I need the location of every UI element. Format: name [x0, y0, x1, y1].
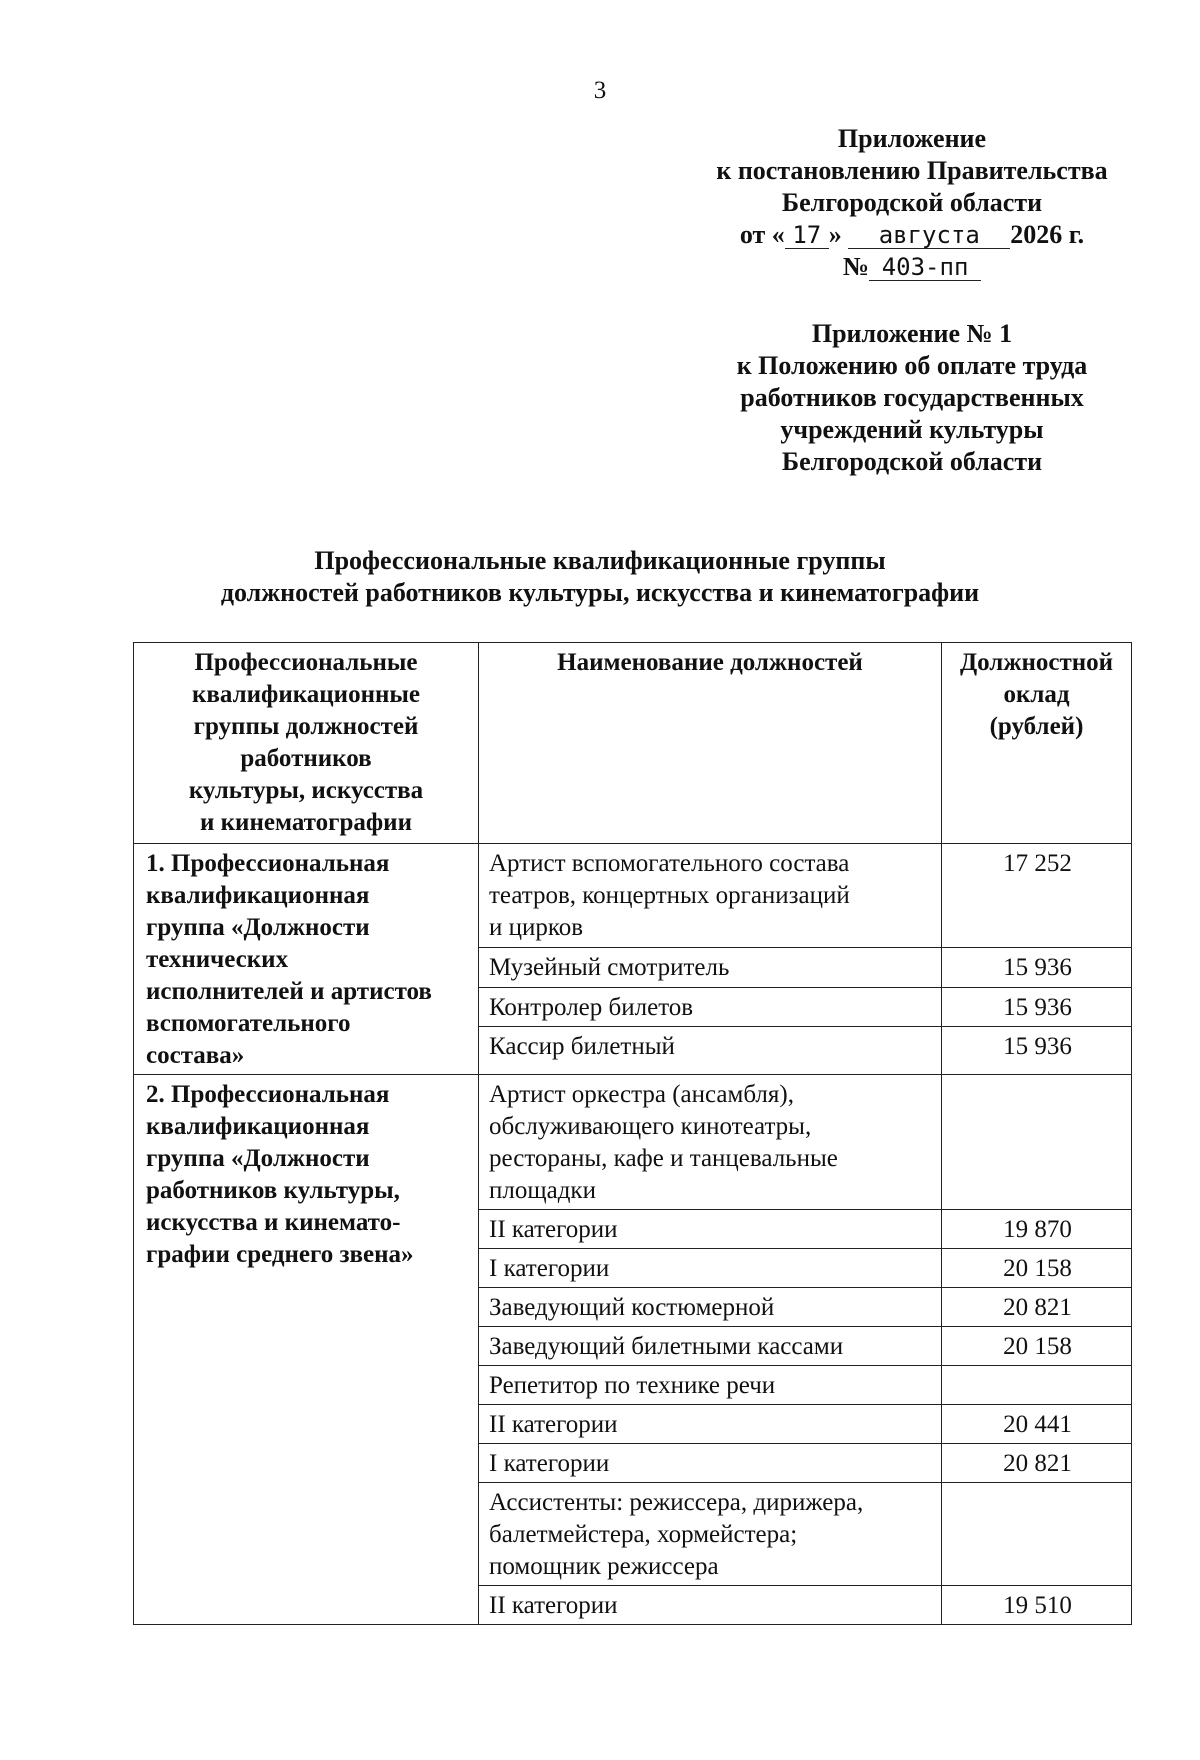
date-year: 2026 г. — [1010, 220, 1085, 249]
position-cell: II категории — [479, 1586, 942, 1625]
position-cell: Артист вспомогательного состава театров, концертных организаций и цирков — [479, 844, 942, 948]
position-cell: I категории — [479, 1249, 942, 1288]
appendix-sub-line: учреждений культуры — [780, 415, 1044, 444]
salary-cell — [942, 1075, 1132, 1210]
appendix-main-line2: к постановлению Правительства — [716, 156, 1108, 185]
salary-cell — [942, 1366, 1132, 1405]
position-cell: Контролер билетов — [479, 987, 942, 1026]
appendix-main-line3: Белгородской области — [781, 188, 1043, 217]
salary-cell: 20 441 — [942, 1405, 1132, 1444]
positions-table — [133, 642, 1132, 1625]
salary-cell: 20 158 — [942, 1249, 1132, 1288]
table-header-row — [134, 643, 1132, 844]
appendix-main — [672, 123, 1152, 283]
table-row — [134, 1075, 1132, 1210]
position-cell: Кассир билетный — [479, 1027, 942, 1075]
date-day: 17 — [785, 222, 829, 249]
appendix-main-line1: Приложение — [837, 124, 987, 153]
page-number: 3 — [593, 77, 607, 104]
position-cell: II категории — [479, 1405, 942, 1444]
appendix-date-line — [672, 219, 1152, 251]
position-cell: Ассистенты: режиссера, дирижера, балетмейстера, хормейстера; помощник режиссера — [479, 1483, 942, 1586]
group-cell: 2. Профессиональная квалификационная группа «Должности работников культуры, искусства и кинемато- графии среднего звена» — [134, 1075, 479, 1625]
salary-cell: 20 821 — [942, 1288, 1132, 1327]
salary-cell: 15 936 — [942, 1027, 1132, 1075]
position-cell: II категории — [479, 1210, 942, 1249]
document-title — [150, 545, 1050, 609]
date-month: августа — [848, 222, 1010, 249]
salary-cell — [942, 1483, 1132, 1586]
header-position: Наименование должностей — [479, 643, 942, 844]
date-prefix: от « — [739, 220, 785, 249]
position-cell: I категории — [479, 1444, 942, 1483]
title-line2: должностей работников культуры, искусства и кинематографии — [220, 578, 980, 607]
date-mid: » — [828, 220, 842, 249]
appendix-sub-line: к Положению об оплате труда — [736, 351, 1088, 380]
salary-cell: 19 510 — [942, 1586, 1132, 1625]
title-line1: Профессиональные квалификационные группы — [314, 546, 886, 575]
salary-cell: 15 936 — [942, 948, 1132, 987]
position-cell: Музейный смотритель — [479, 948, 942, 987]
position-cell: Заведующий билетными кассами — [479, 1327, 942, 1366]
position-cell: Репетитор по технике речи — [479, 1366, 942, 1405]
appendix-sub — [672, 318, 1152, 478]
position-cell: Артист оркестра (ансамбля), обслуживающего кинотеатры, рестораны, кафе и танцевальные площадки — [479, 1075, 942, 1210]
salary-cell: 17 252 — [942, 844, 1132, 948]
header-salary: Должностной оклад (рублей) — [942, 643, 1132, 844]
appendix-sub-line: Приложение № 1 — [811, 319, 1013, 348]
salary-cell: 20 158 — [942, 1327, 1132, 1366]
number-value: 403-пп — [869, 254, 981, 281]
group-cell: 1. Профессиональная квалификационная группа «Должности технических исполнителей и артистов вспомогательного состава» — [134, 844, 479, 1075]
salary-cell: 20 821 — [942, 1444, 1132, 1483]
header-group: Профессиональные квалификационные группы должностей работников культуры, искусства и кинематографии — [134, 643, 479, 844]
salary-cell: 19 870 — [942, 1210, 1132, 1249]
appendix-sub-line: Белгородской области — [781, 447, 1043, 476]
appendix-number-line — [672, 251, 1152, 283]
salary-cell: 15 936 — [942, 987, 1132, 1026]
appendix-sub-line: работников государственных — [740, 383, 1084, 412]
number-prefix: № — [842, 252, 870, 281]
position-cell: Заведующий костюмерной — [479, 1288, 942, 1327]
table-row — [134, 844, 1132, 948]
